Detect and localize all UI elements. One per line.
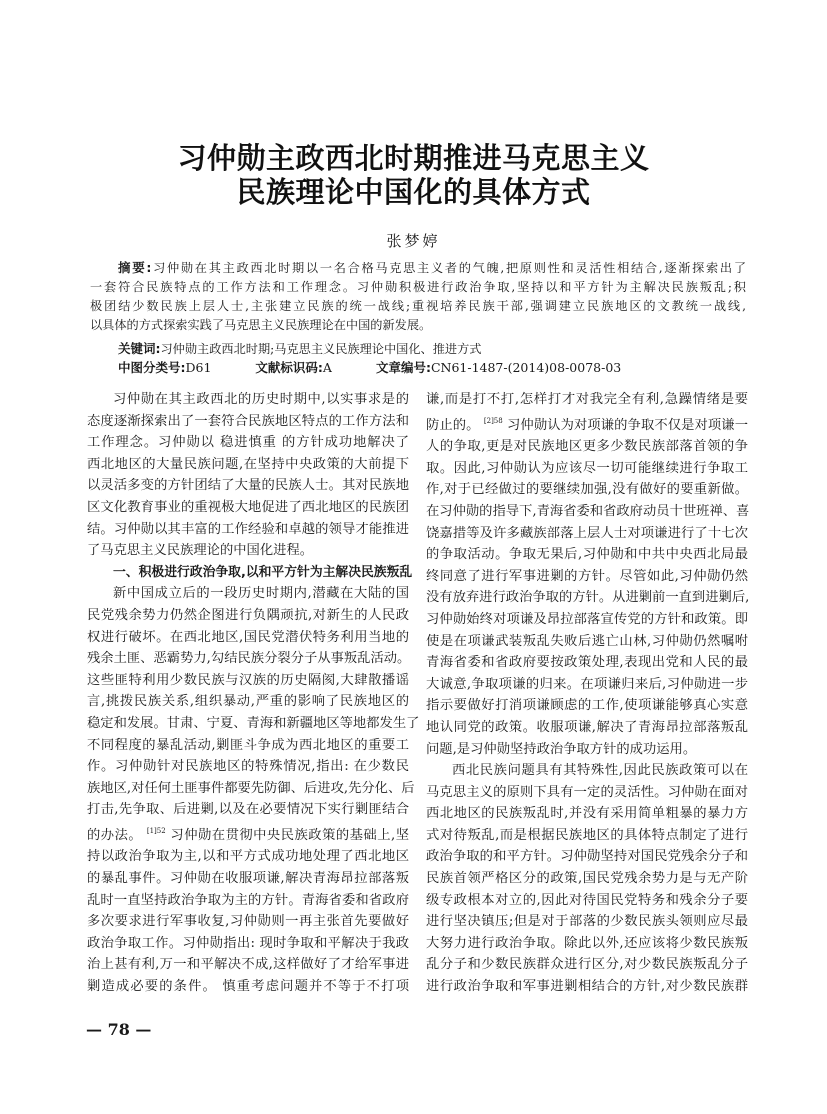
text-line: 西北地区的大量民族问题,在坚持中央政策的大前提下: [87, 456, 409, 472]
text-line: 民族首领严格区分的政策,国民党残余势力是与无产阶: [426, 871, 748, 887]
paragraph: [87, 389, 409, 562]
section-heading: 一、积极进行政治争取,以和平方针为主解决民族叛乱: [113, 564, 413, 580]
text-line: 饶嘉措等及许多藏族部落上层人士对项谦进行了十七次: [426, 525, 748, 541]
text-line: 结。习仲勋以其丰富的工作经验和卓越的领导才能推进: [87, 521, 409, 537]
citation-marker: [1]52: [146, 826, 166, 835]
abstract-text: 习仲勋在其主政西北时期以一名合格马克思主义者的气魄,把原则性和灵活性相结合,逐渐探索出了: [151, 261, 747, 275]
text-line: 的办法。 $^{[1]52}$ 习仲勋在贯彻中央民族政策的基础上,坚: [87, 826, 410, 843]
clc-value: D61: [185, 360, 212, 375]
doc-code-value: A: [322, 360, 332, 375]
paragraph: [87, 583, 420, 997]
text-line: 大诚意,争取项谦的归来。在项谦归来后,习仲勋进一步: [426, 676, 748, 692]
keywords: [118, 339, 481, 357]
text-line: 的争取活动。争取无果后,习仲勋和中共中央西北局最: [426, 547, 748, 563]
article-number-label: 文章编号:: [375, 360, 431, 375]
abstract-line: [90, 316, 746, 335]
text-line: 剿造成必要的条件。 慎重考虑问题并不等于不打项: [87, 979, 409, 995]
text-line: 乱分子和少数民族群众进行区分,对少数民族叛乱分子: [426, 957, 748, 973]
text-line: 新中国成立后的一段历史时期内,潜藏在大陆的国: [113, 586, 409, 602]
keywords-text: 习仲勋主政西北时期;马克思主义民族理论中国化、推进方式: [160, 342, 482, 356]
doc-code-label: 文献标识码:: [255, 360, 323, 375]
title-line-2: 民族理论中国化的具体方式: [236, 175, 591, 209]
text-line: 大努力进行政治争取。除此以外,还应该将少数民族叛: [426, 935, 748, 951]
author: 张梦婷: [386, 232, 441, 250]
text-line: 持以政治争取为主,以和平方式成功地处理了西北地区: [87, 849, 409, 865]
text-line: 以灵活多变的方针团结了大量的民族人士。其对民族地: [87, 478, 409, 494]
title-line-1: 习仲勋主政西北时期推进马克思主义: [177, 141, 650, 175]
text-line: 民党残余势力仍然企图进行负隅顽抗,对新生的人民政: [87, 607, 409, 623]
text-line: 进行坚决镇压;但是对于部落的少数民族头领则应尽最: [426, 914, 748, 930]
text-line: 式对待叛乱,而是根据民族地区的具体特点制定了进行: [426, 827, 748, 843]
text-line: 态度逐渐探索出了一套符合民族地区特点的工作方法和: [87, 413, 409, 429]
text-line: 在习仲勋的指导下,青海省委和省政府动员十世班禅、喜: [426, 503, 750, 519]
text-line: 使是在项谦武装叛乱失败后逃亡山林,习仲勋仍然嘱咐: [426, 633, 748, 649]
text-line: 了马克思主义民族理论的中国化进程。: [87, 543, 314, 559]
text-line: 稳定和发展。甘肃、宁夏、青海和新疆地区等地都发生了: [87, 715, 420, 731]
text-line: 这些匪特利用少数民族与汉族的历史隔阂,大肆散播谣: [87, 672, 409, 688]
text-line: 指示要做好打消项谦顾虑的工作,使项谦能够真心实意: [426, 698, 748, 714]
abstract-text: 极团结少数民族上层人士,主张建立民族的统一战线;重视培养民族干部,强调建立民族地区的文教统一战线,: [90, 299, 746, 313]
body-column-left: [87, 389, 420, 998]
clc-label: 中图分类号:: [118, 360, 186, 375]
text-line: 政治争取的和平方针。习仲勋坚持对国民党残余分子和: [426, 849, 748, 865]
text-line: 政治争取工作。习仲勋指出: 现时争取和平解决于我政: [87, 935, 409, 951]
text-line: 作。习仲勋针对民族地区的特殊情况,指出: 在少数民: [87, 759, 409, 775]
paragraph: [426, 760, 748, 998]
text-line: 作,对于已经做过的要继续加强,没有做好的要重新做。: [426, 482, 748, 498]
text-line: 西北民族问题具有其特殊性,因此民族政策可以在: [452, 763, 748, 779]
text-line: 治上甚有利,万一和平解决不成,这样做好了才给军事进: [87, 957, 409, 973]
body-column-right: [426, 389, 748, 998]
abstract-line: [90, 278, 746, 297]
page-number: — 78 —: [86, 1020, 152, 1039]
classification-line: [118, 358, 661, 376]
citation-marker: [2]58: [483, 416, 503, 425]
text-line: 多次要求进行军事收复,习仲勋则一再主张首先要做好: [87, 914, 409, 930]
text-line: 谦,而是打不打,怎样打才对我完全有利,急躁情绪是要: [426, 392, 748, 407]
abstract-line: [90, 297, 746, 316]
text-line: 习仲勋在其主政西北的历史时期中,以实事求是的: [113, 392, 409, 407]
text-line: 不同程度的暴乱活动,剿匪斗争成为西北地区的重要工: [87, 737, 409, 753]
abstract-text: 一套符合民族特点的工作方法和工作理念。习仲勋积极进行政治争取,坚持以和平方针为主解决民族叛乱;积: [90, 280, 746, 294]
article-number-value: CN61-1487-(2014)08-0078-03: [430, 360, 622, 375]
text-line: 乱时一直坚持政治争取为主的方针。青海省委和省政府: [87, 892, 409, 908]
text-line: 言,挑拨民族关系,组织暴动,严重的影响了民族地区的: [87, 694, 409, 710]
text-line: 终同意了进行军事进剿的方针。尽管如此,习仲勋仍然: [426, 568, 748, 584]
text-line: 区文化教育事业的重视极大地促进了西北地区的民族团: [87, 499, 409, 515]
text-line: 残余土匪、恶霸势力,勾结民族分裂分子从事叛乱活动。: [87, 651, 411, 667]
abstract-line: [90, 258, 746, 278]
abstract: [90, 258, 746, 335]
text-line: 防止的。 $^{[2]58}$ 习仲勋认为对项谦的争取不仅是对项谦一: [426, 416, 748, 433]
text-line: 打击,先争取、后进剿,以及在必要情况下实行剿匪结合: [87, 802, 409, 818]
text-line: 西北地区的民族叛乱时,并没有采用简单粗暴的暴力方: [426, 806, 748, 822]
text-line: 地认同党的政策。收服项谦,解决了青海昂拉部落叛乱: [426, 719, 748, 735]
text-line: 进行政治争取和军事进剿相结合的方针,对少数民族群: [426, 979, 748, 995]
text-line: 的暴乱事件。习仲勋在收服项谦,解决青海昂拉部落叛: [87, 871, 409, 887]
text-line: 没有放弃进行政治争取的方针。从进剿前一直到进剿后,: [426, 590, 750, 606]
text-line: 人的争取,更是对民族地区更多少数民族部落首领的争: [426, 439, 748, 455]
text-line: 青海省委和省政府要按政策处理,表现出党和人民的最: [426, 655, 748, 671]
text-line: 工作理念。习仲勋以 稳进慎重 的方针成功地解决了: [87, 435, 409, 451]
abstract-text: 以具体的方式探索实践了马克思主义民族理论在中国的新发展。: [90, 318, 432, 332]
text-line: 习仲勋始终对项谦及昂拉部落宣传党的方针和政策。即: [426, 611, 748, 627]
text-line: 问题,是习仲勋坚持政治争取方针的成功运用。: [426, 741, 697, 757]
text-line: 马克思主义的原则下具有一定的灵活性。习仲勋在面对: [426, 784, 748, 800]
keywords-label: 关键词:: [118, 341, 161, 356]
text-line: 族地区,对任何土匪事件都要先防御、后进攻,先分化、后: [87, 780, 415, 796]
text-line: 级专政根本对立的,因此对待国民党特务和残余分子要: [426, 892, 748, 908]
text-line: 取。因此,习仲勋认为应该尽一切可能继续进行争取工: [426, 460, 748, 476]
paragraph: [426, 389, 748, 760]
abstract-label: 摘要:: [118, 260, 152, 275]
text-line: 权进行破坏。在西北地区,国民党潜伏特务利用当地的: [87, 629, 409, 645]
